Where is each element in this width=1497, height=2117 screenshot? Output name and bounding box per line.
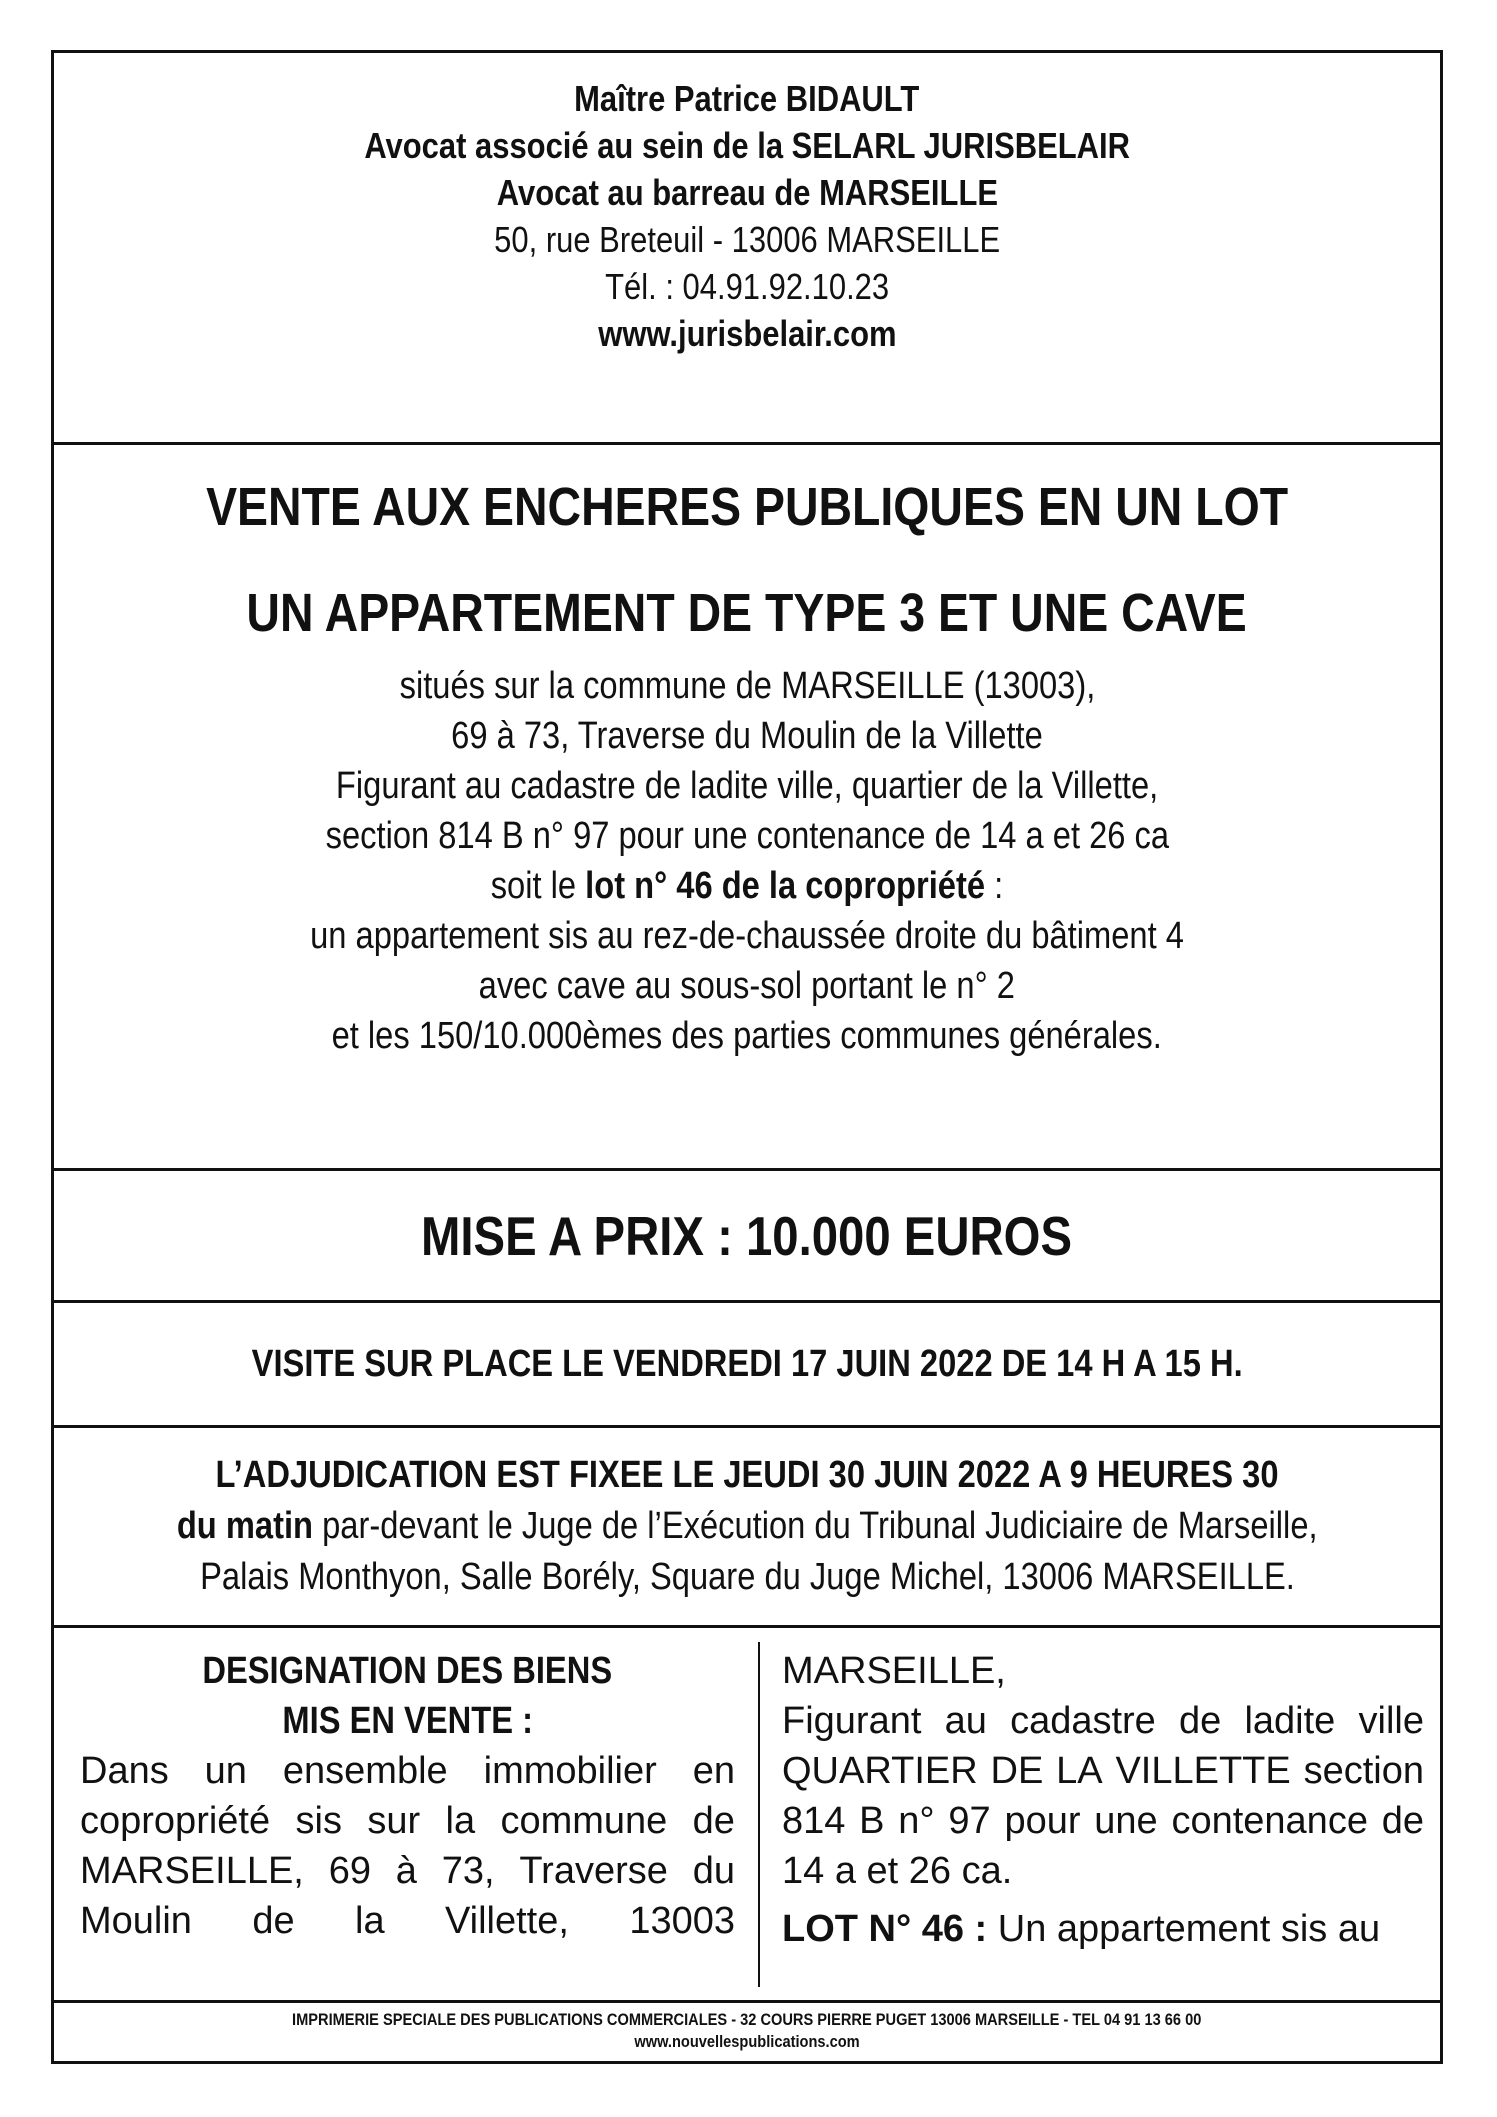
- word: Dans: [80, 1750, 169, 1792]
- desc-line: 69 à 73, Traverse du Moulin de la Villette: [451, 715, 1043, 757]
- word: 69: [328, 1850, 371, 1892]
- printer-info: IMPRIMERIE SPECIALE DES PUBLICATIONS COMMERCIALES - 32 COURS PIERRE PUGET 13006 MARSEILLE - TEL 04 91 13 66 00: [292, 2010, 1202, 2029]
- adjudication-line: L’ADJUDICATION EST FIXEE LE JEUDI 30 JUIN 2022 A 9 HEURES 30: [215, 1454, 1279, 1496]
- designation-left-column: [80, 1646, 735, 1946]
- sale-description: [54, 445, 1440, 1171]
- word: du: [692, 1850, 735, 1892]
- lawyer-address: 50, rue Breteuil - 13006 MARSEILLE: [494, 219, 1000, 260]
- word: 97: [948, 1800, 991, 1842]
- desc-line: avec cave au sous-sol portant le n° 2: [478, 965, 1016, 1007]
- designation-left-text: [80, 1746, 735, 1946]
- adjudication-line: Palais Monthyon, Salle Borély, Square du Juge Michel, 13006 MARSEILLE.: [199, 1556, 1295, 1598]
- starting-price: MISE A PRIX : 10.000 EUROS: [421, 1204, 1073, 1267]
- word: contenance: [1171, 1800, 1368, 1842]
- lot-label: LOT N° 46 :: [782, 1908, 988, 1950]
- lot-line: [782, 1904, 1424, 1954]
- word: Villette,: [444, 1900, 569, 1942]
- lawyer-header: [54, 53, 1440, 445]
- desc-line: un appartement sis au rez-de-chaussée droite du bâtiment 4: [310, 915, 1184, 957]
- desc-line: section 814 B n° 97 pour une contenance de 14 a et 26 ca: [325, 815, 1169, 857]
- designation-heading: [80, 1646, 735, 1696]
- right-line: MARSEILLE,: [782, 1650, 1006, 1692]
- word: MARSEILLE,: [80, 1850, 304, 1892]
- word: copropriété: [80, 1800, 271, 1842]
- left-text-line: [80, 1796, 735, 1846]
- word: 73,: [441, 1850, 495, 1892]
- lawyer-firm: Avocat associé au sein de la SELARL JURISBELAIR: [364, 125, 1130, 166]
- lot-text: Un appartement sis au: [987, 1908, 1381, 1950]
- adjudication-section: [54, 1428, 1440, 1628]
- legal-notice-frame: [51, 50, 1443, 2064]
- word: commune: [500, 1800, 668, 1842]
- word: Figurant: [782, 1700, 922, 1742]
- desc-line: situés sur la commune de MARSEILLE (13003),: [399, 665, 1095, 707]
- lawyer-bar: Avocat au barreau de MARSEILLE: [496, 172, 998, 213]
- designation-heading-2: MIS EN VENTE :: [282, 1700, 533, 1742]
- word: sis: [295, 1800, 342, 1842]
- designation-heading: [80, 1696, 735, 1746]
- adjudication-bold: du matin: [176, 1505, 313, 1547]
- desc-lot-line: [491, 861, 1003, 911]
- word: à: [395, 1850, 417, 1892]
- word: de: [1381, 1800, 1424, 1842]
- visit-section: [54, 1303, 1440, 1428]
- price-section: [54, 1171, 1440, 1303]
- right-line-justified: [782, 1696, 1424, 1746]
- printer-footer: [54, 2003, 1440, 2063]
- word: de: [1179, 1700, 1222, 1742]
- word: de: [252, 1900, 295, 1942]
- word: en: [692, 1750, 735, 1792]
- desc-line: Figurant au cadastre de ladite ville, quartier de la Villette,: [335, 765, 1159, 807]
- word: au: [944, 1700, 987, 1742]
- desc-lot-suffix: :: [985, 865, 1004, 907]
- designation-section: [54, 1628, 1440, 2003]
- word: ensemble: [282, 1750, 448, 1792]
- right-line-justified: [782, 1796, 1424, 1846]
- word: cadastre: [1010, 1700, 1156, 1742]
- word: section: [1303, 1750, 1424, 1792]
- left-text-line: [80, 1746, 735, 1796]
- word: sur: [367, 1800, 421, 1842]
- word: 13003: [629, 1900, 735, 1942]
- adjudication-rest: par-devant le Juge de l’Exécution du Tribunal Judiciaire de Marseille,: [312, 1505, 1318, 1547]
- printer-website: www.nouvellespublications.com: [634, 2032, 860, 2051]
- left-text-line: [80, 1896, 735, 1946]
- word: B: [859, 1800, 885, 1842]
- word: Traverse: [519, 1850, 668, 1892]
- designation-right-column: [782, 1646, 1424, 1954]
- sale-title: VENTE AUX ENCHERES PUBLIQUES EN UN LOT: [205, 477, 1288, 537]
- right-line-justified: [782, 1746, 1424, 1796]
- adjudication-line: [177, 1501, 1318, 1552]
- column-divider: [758, 1642, 760, 1987]
- sale-subtitle: UN APPARTEMENT DE TYPE 3 ET UNE CAVE: [246, 583, 1248, 643]
- desc-lot-prefix: soit le: [490, 865, 586, 907]
- word: ville: [1358, 1700, 1424, 1742]
- word: VILLETTE: [1115, 1750, 1291, 1792]
- visit-info: VISITE SUR PLACE LE VENDREDI 17 JUIN 2022 DE 14 H A 15 H.: [251, 1342, 1243, 1385]
- word: Moulin: [80, 1900, 192, 1942]
- lawyer-name: Maître Patrice BIDAULT: [574, 78, 920, 119]
- word: de: [692, 1800, 735, 1842]
- lawyer-website: www.jurisbelair.com: [597, 313, 897, 354]
- word: n°: [898, 1800, 935, 1842]
- word: DE: [990, 1750, 1044, 1792]
- desc-lot-bold: lot n° 46 de la copropriété: [585, 865, 986, 907]
- word: un: [204, 1750, 247, 1792]
- word: la: [355, 1900, 385, 1942]
- right-line: 14 a et 26 ca.: [782, 1850, 1013, 1892]
- word: immobilier: [483, 1750, 657, 1792]
- word: pour: [1004, 1800, 1081, 1842]
- word: une: [1094, 1800, 1158, 1842]
- lawyer-phone: Tél. : 04.91.92.10.23: [604, 266, 890, 307]
- word: la: [445, 1800, 476, 1842]
- word: QUARTIER: [782, 1750, 978, 1792]
- word: 814: [782, 1800, 846, 1842]
- word: ladite: [1244, 1700, 1336, 1742]
- left-text-line: [80, 1846, 735, 1896]
- word: LA: [1056, 1750, 1103, 1792]
- designation-heading-1: DESIGNATION DES BIENS: [202, 1650, 613, 1692]
- desc-line: et les 150/10.000èmes des parties communes générales.: [331, 1015, 1163, 1057]
